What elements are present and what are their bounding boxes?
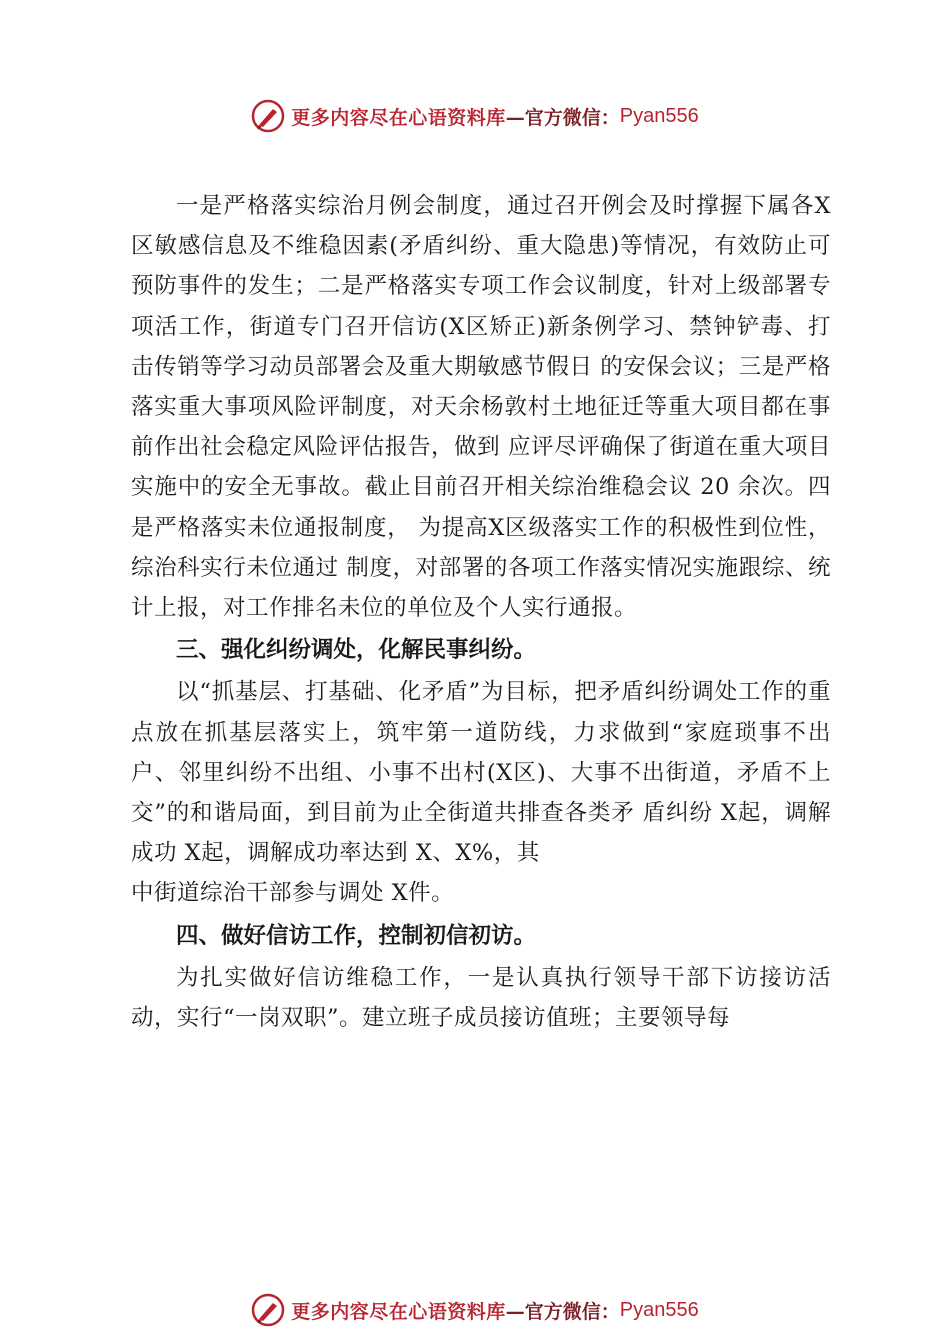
- banner-dash-text: —官方微信：: [505, 106, 620, 129]
- pen-logo-icon: [251, 99, 285, 133]
- section-heading-3: 三、强化纠纷调处，化解民事纠纷。: [176, 637, 537, 664]
- paragraph-disputes-cont: 中街道综治干部参与调处 X件。: [131, 880, 455, 907]
- banner-wechat-id: Pyan556: [619, 104, 699, 127]
- footer-banner: [0, 1290, 950, 1330]
- paragraph-disputes: 以“抓基层、打基础、化矛盾”为目标，把矛盾纠纷调处工作的重点放在抓基层落实上，筑牢第一道防线，力求做到“家庭琐事不出户、邻里纠纷不出组、小事不出村(X区)、大事不出街道，矛盾不上交”的和谐局面，到目前为止全街道共排查各类矛 盾纠纷 X起，调解成功 X起，调解成功率达到 X、X%，其: [131, 679, 831, 867]
- banner-red-text: 更多内容尽在心语资料库: [291, 106, 506, 129]
- paragraph-petitions: 为扎实做好信访维稳工作，一是认真执行领导干部下访接访活动，实行“一岗双职”。建立班子成员接访值班；主要领导每: [131, 964, 831, 1032]
- pen-logo-icon: [251, 1293, 285, 1327]
- paragraph-meetings: 一是严格落实综治月例会制度，通过召开例会及时撑握下属各X区敏感信息及不维稳因素(矛盾纠纷、重大隐患)等情况，有效防止可预防事件的发生；二是严格落实专项工作会议制度，针对上级部署专项活工作，街道专门召开信访(X区矫正)新条例学习、禁钟铲毒、打击传销等学习动员部署会及重大期敏感节假日 的安保会议；三是严格落实重大事项风险评制度，对天余杨敦村土地征迁等重大项目都在事前作出社会稳定风险评估报告，做到 应评尽评确保了街道在重大项目实施中的安全无事故。截止目前召开相关综治维稳会议 20 余次。四是严格落实未位通报制度， 为提高X区级落实工作的积极性到位性，综治科实行未位通过 制度，对部署的各项工作落实情况实施跟综、统计上报，对工作排名未位的单位及个人实行通报。: [131, 193, 831, 622]
- section-heading-4: 四、做好信访工作，控制初信初访。: [176, 922, 537, 949]
- banner-wechat-id: Pyan556: [619, 1298, 699, 1321]
- banner-red-text: 更多内容尽在心语资料库: [291, 1300, 506, 1323]
- header-banner: [0, 96, 950, 136]
- document-body: [131, 186, 831, 1038]
- banner-dash-text: —官方微信：: [505, 1300, 620, 1323]
